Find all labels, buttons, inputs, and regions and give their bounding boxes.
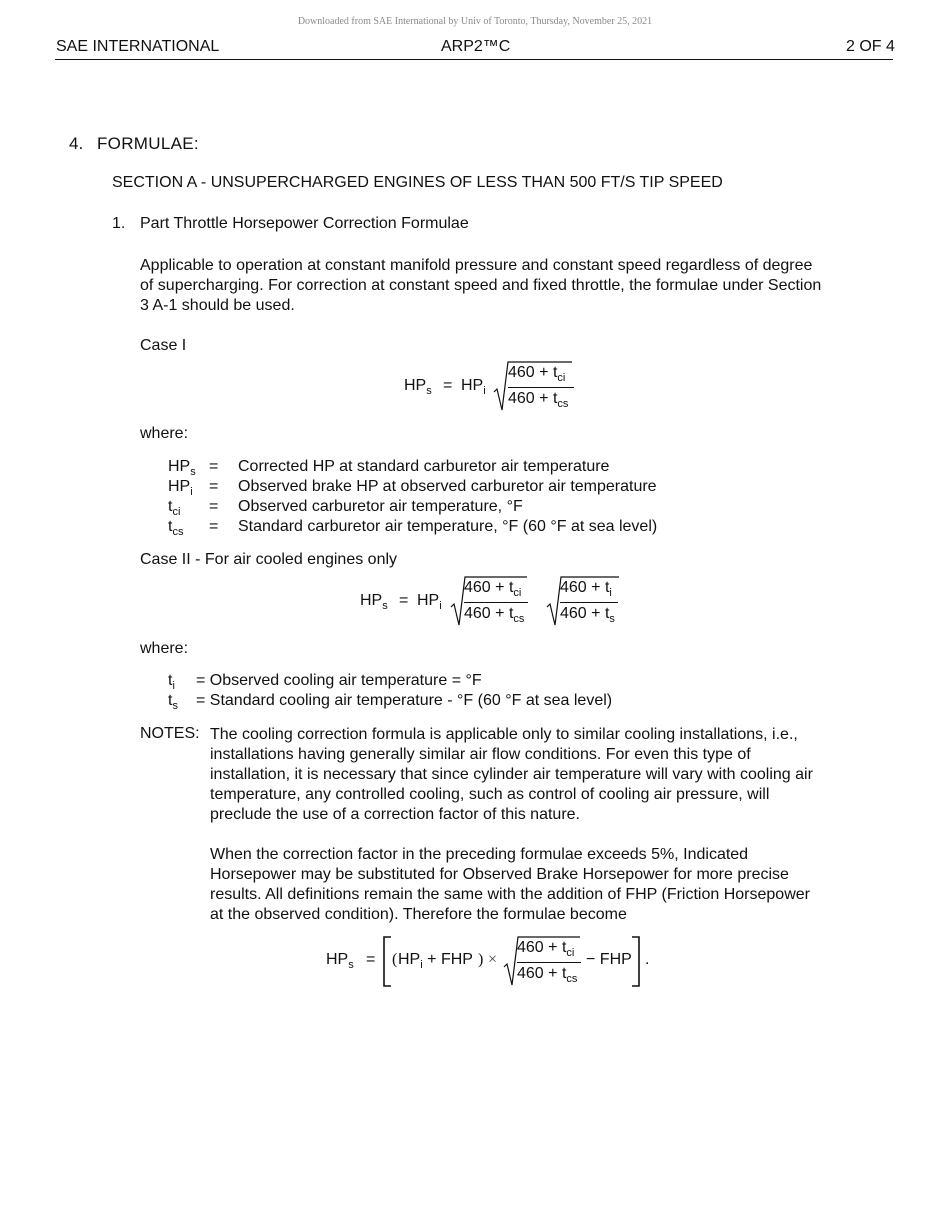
formula-sub-cs: cs <box>557 398 569 410</box>
header-page-number: 2 OF 4 <box>846 38 895 55</box>
def-subscript: i <box>172 680 175 692</box>
notes-line: When the correction factor in the preceding formulae exceeds 5%, Indicated <box>210 846 749 863</box>
formula-num-460: 460 <box>464 605 491 622</box>
def-symbol: t <box>168 498 173 515</box>
def-symbol: HP <box>168 478 191 495</box>
formula-sub-s: s <box>426 385 432 397</box>
formula-fhp: FHP <box>440 951 473 968</box>
def-description: Observed carburetor air temperature, °F <box>238 498 523 515</box>
def-description: = Observed cooling air temperature = °F <box>196 672 482 689</box>
formula-rparen: ) <box>478 951 484 968</box>
case2-label: Case II - For air cooled engines only <box>140 551 398 568</box>
def-description: Corrected HP at standard carburetor air temperature <box>238 458 610 475</box>
formula-num-460: 460 <box>508 390 535 407</box>
def-symbol: t <box>168 518 173 535</box>
item-number: 1. <box>112 215 126 232</box>
notes-line: preclude the use of a correction factor of this nature. <box>210 806 580 823</box>
fraction-bar <box>508 387 574 388</box>
intro-paragraph <box>140 256 821 316</box>
formula-hp: HP <box>326 951 349 968</box>
formula-plus: + <box>495 579 505 596</box>
formula-t: t <box>552 364 558 381</box>
notes-paragraph-1 <box>210 725 813 825</box>
case1-label: Case I <box>140 337 187 354</box>
download-watermark: Downloaded from SAE International by Univ of Toronto, Thursday, November 25, 2021 <box>297 16 653 27</box>
formula-plus: + <box>591 605 601 622</box>
formula-t: t <box>604 605 610 622</box>
formula-sub-i: i <box>609 587 612 599</box>
formula-sub-i: i <box>483 385 486 397</box>
def-subscript: ci <box>172 506 181 518</box>
formula-t: t <box>561 939 567 956</box>
def-description: = Standard cooling air temperature - °F (60 °F at sea level) <box>196 692 613 709</box>
notes-label: NOTES: <box>140 725 200 742</box>
formula-sub-i: i <box>439 600 442 612</box>
case1-formula <box>404 360 594 416</box>
formula-hp: HP <box>404 377 427 394</box>
formula-t: t <box>508 579 514 596</box>
notes-line: installation, it is necessary that since cylinder air temperature will vary with cooling air <box>210 766 813 783</box>
section-title: FORMULAE: <box>97 134 199 153</box>
formula-sub-s: s <box>382 600 388 612</box>
def-equals: = <box>209 518 219 535</box>
header-org: SAE INTERNATIONAL <box>56 38 220 55</box>
formula-times: × <box>488 951 498 968</box>
formula-hp: HP <box>417 592 440 609</box>
case2-where: where: <box>140 640 189 657</box>
formula-sub-ci: ci <box>566 947 575 959</box>
notes-line: at the observed condition). Therefore the formulae become <box>210 906 627 923</box>
formula-hp: HP <box>360 592 383 609</box>
intro-line: 3 A-1 should be used. <box>140 297 295 314</box>
formula-sub-i: i <box>420 959 423 971</box>
def-equals: = <box>209 498 219 515</box>
formula-plus: + <box>495 605 505 622</box>
formula-num-460: 460 <box>508 364 535 381</box>
fhp-formula <box>326 934 666 994</box>
formula-plus: + <box>548 939 558 956</box>
case2-formula <box>360 574 640 630</box>
notes-line: results. All definitions remain the same with the addition of FHP (Friction Horsepower <box>210 886 810 903</box>
definition-row <box>168 458 196 476</box>
def-subscript: s <box>172 700 178 712</box>
intro-line: Applicable to operation at constant manifold pressure and constant speed regardless of degree <box>140 257 813 274</box>
def-equals: = <box>209 458 219 475</box>
formula-minus: − <box>586 951 596 968</box>
formula-sub-cs: cs <box>566 973 578 985</box>
notes-line: The cooling correction formula is applicable only to similar cooling installations, i.e., <box>210 726 798 743</box>
notes-line: Horsepower may be substituted for Observed Brake Horsepower for more precise <box>210 866 789 883</box>
definition-row <box>168 692 178 710</box>
notes-line: installations having generally similar air flow conditions. For even this type of <box>210 746 751 763</box>
formula-plus: + <box>591 579 601 596</box>
header-rule <box>55 59 893 60</box>
formula-sub-ci: ci <box>557 372 566 384</box>
formula-num-460: 460 <box>517 965 544 982</box>
formula-sub-cs: cs <box>513 613 525 625</box>
def-subscript: cs <box>172 526 184 538</box>
subsection-title: SECTION A - UNSUPERCHARGED ENGINES OF LESS THAN 500 FT/S TIP SPEED <box>112 174 723 191</box>
fraction-bar <box>517 962 581 963</box>
definition-row <box>168 498 180 516</box>
formula-plus: + <box>548 965 558 982</box>
def-symbol: HP <box>168 458 191 475</box>
formula-t: t <box>552 390 558 407</box>
formula-equals: = <box>366 951 376 968</box>
section-number: 4. <box>69 134 84 153</box>
formula-period: . <box>645 951 650 968</box>
formula-num-460: 460 <box>517 939 544 956</box>
formula-num-460: 460 <box>560 605 587 622</box>
formula-t: t <box>604 579 610 596</box>
def-equals: = <box>209 478 219 495</box>
formula-t: t <box>561 965 567 982</box>
formula-sub-s: s <box>609 613 615 625</box>
formula-lparen: ( <box>392 951 398 968</box>
definition-row <box>168 672 175 690</box>
formula-plus: + <box>539 364 549 381</box>
formula-equals: = <box>399 592 409 609</box>
notes-paragraph-2 <box>210 845 810 925</box>
def-symbol: t <box>168 692 173 709</box>
formula-t: t <box>508 605 514 622</box>
formula-plus: + <box>539 390 549 407</box>
intro-line: of supercharging. For correction at constant speed and fixed throttle, the formulae under Section <box>140 277 822 294</box>
notes-line: temperature, any controlled cooling, such as control of cooling air pressure, will <box>210 786 770 803</box>
formula-sub-ci: ci <box>513 587 522 599</box>
right-bracket <box>630 936 642 988</box>
formula-equals: = <box>443 377 453 394</box>
case1-where: where: <box>140 425 189 442</box>
formula-hp: HP <box>398 951 421 968</box>
formula-num-460: 460 <box>464 579 491 596</box>
def-subscript: s <box>190 466 196 478</box>
def-description: Standard carburetor air temperature, °F (60 °F at sea level) <box>238 518 658 535</box>
header-doc-id: ARP2™C <box>441 38 511 55</box>
formula-sub-s: s <box>348 959 354 971</box>
fraction-bar <box>464 602 528 603</box>
formula-num-460: 460 <box>560 579 587 596</box>
definition-row <box>168 478 193 496</box>
def-symbol: t <box>168 672 173 689</box>
item-title: Part Throttle Horsepower Correction Formulae <box>140 215 469 232</box>
def-subscript: i <box>190 486 193 498</box>
formula-plus: + <box>427 951 437 968</box>
definition-row <box>168 518 183 536</box>
formula-fhp: FHP <box>599 951 632 968</box>
formula-hp: HP <box>461 377 484 394</box>
def-description: Observed brake HP at observed carburetor air temperature <box>238 478 657 495</box>
fraction-bar <box>560 602 618 603</box>
